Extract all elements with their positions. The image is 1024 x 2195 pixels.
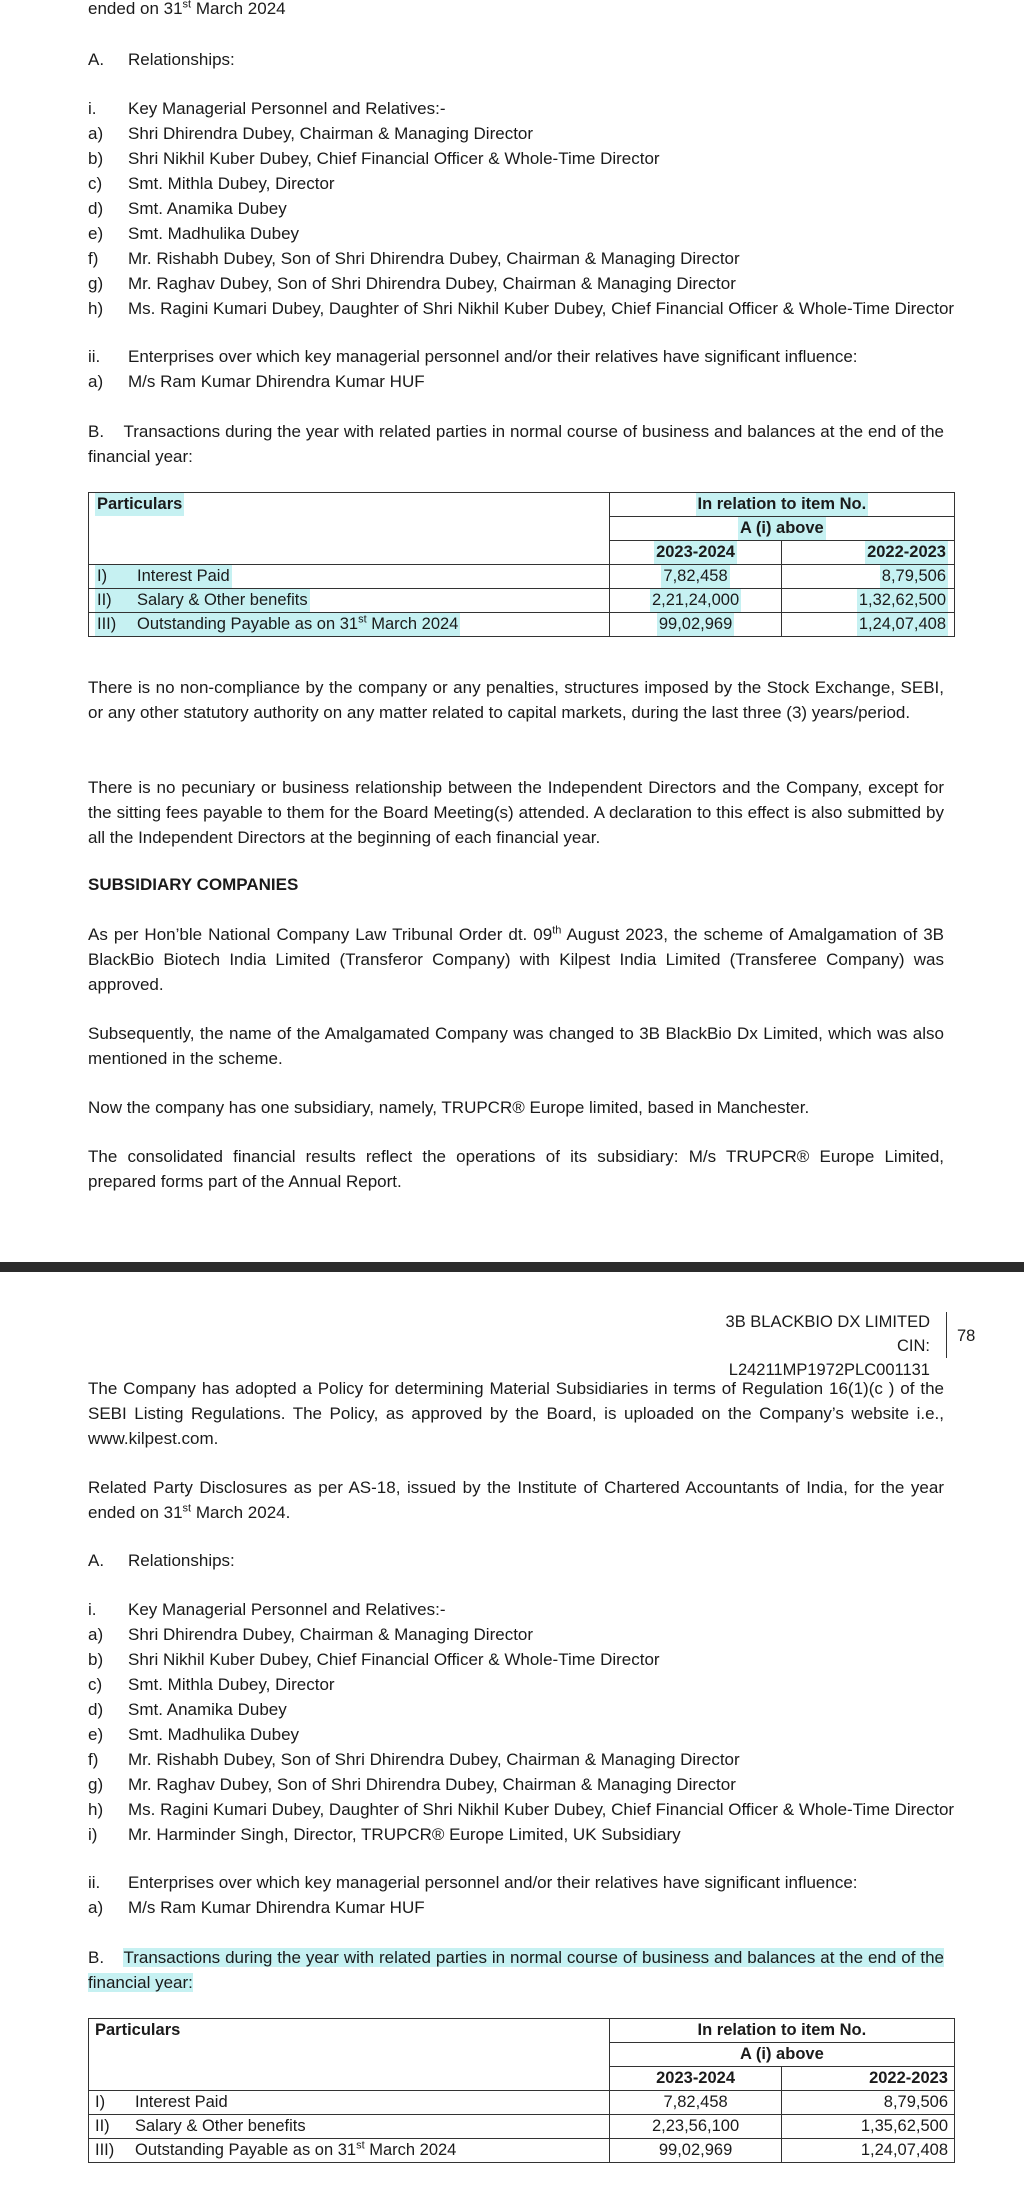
kmp-item: d) Smt. Anamika Dubey (88, 199, 287, 218)
section-b-heading: B. Transactions during the year with related parties in normal course of business and balances at the end of the financial year: (88, 1948, 944, 1992)
para-consolidated: The consolidated financial results reflect the operations of its subsidiary: M/s TRUPCR® Europe Limited, prepared forms part of the Annual Report. (88, 1147, 944, 1191)
kmp-item: h) Ms. Ragini Kumari Dubey, Daughter of Shri Nikhil Kuber Dubey, Chief Financial Officer & Whole-Time Director (88, 299, 955, 318)
kmp-item: d) Smt. Anamika Dubey (88, 1700, 287, 1719)
section-a-heading: A. Relationships: (88, 50, 235, 69)
table-row (89, 2139, 955, 2163)
particulars-header: Particulars (89, 493, 610, 565)
page-divider (0, 1262, 1024, 1272)
row-particular: II) Salary & Other benefits (89, 2115, 610, 2139)
kmp-item: e) Smt. Madhulika Dubey (88, 224, 300, 243)
table-row (89, 2091, 955, 2115)
kmp-item: g) Mr. Raghav Dubey, Son of Shri Dhirendra Dubey, Chairman & Managing Director (88, 274, 736, 293)
section-a-heading: A. Relationships: (88, 1551, 235, 1570)
company-name: 3B BLACKBIO DX LIMITED (725, 1313, 930, 1331)
kmp-item: h) Ms. Ragini Kumari Dubey, Daughter of Shri Nikhil Kuber Dubey, Chief Financial Officer & Whole-Time Director (88, 1800, 955, 1819)
para-pecuniary: There is no pecuniary or business relationship between the Independent Directors and the Company, except for the sitting fees payable to them for the Board Meeting(s) attended. A declaration to this effect is also submitted by all the Independent Directors at the beginning of each financial year. (88, 778, 944, 847)
year-header-2: 2022-2023 (782, 2067, 955, 2091)
table-row (89, 2115, 955, 2139)
relation-header: In relation to item No. (609, 2019, 954, 2043)
para-renamed: Subsequently, the name of the Amalgamated Company was changed to 3B BlackBio Dx Limited, which was also mentioned in the scheme. (88, 1024, 944, 1068)
row-value-current: 99,02,969 (609, 2139, 782, 2163)
cin-number: CIN: L24211MP1972PLC001131 (728, 1337, 930, 1379)
para-one-subsidiary: Now the company has one subsidiary, namely, TRUPCR® Europe limited, based in Manchester. (88, 1098, 810, 1117)
row-value-current: 2,21,24,000 (609, 589, 782, 613)
page-number: 78 (957, 1327, 976, 1345)
row-value-current: 7,82,458 (609, 2091, 782, 2115)
reference-header: A (i) above (609, 517, 954, 541)
row-value-previous: 1,24,07,408 (782, 2139, 955, 2163)
particulars-header: Particulars (89, 2019, 610, 2091)
year-header-2: 2022-2023 (782, 541, 955, 565)
page-header (700, 1310, 930, 1382)
enterprise-item: a) M/s Ram Kumar Dhirendra Kumar HUF (88, 372, 425, 391)
table-row (89, 613, 955, 637)
row-value-current: 7,82,458 (609, 565, 782, 589)
row-value-previous: 1,24,07,408 (782, 613, 955, 637)
kmp-item: g) Mr. Raghav Dubey, Son of Shri Dhirendra Dubey, Chairman & Managing Director (88, 1775, 736, 1794)
year-header-1: 2023-2024 (609, 541, 782, 565)
kmp-item: a) Shri Dhirendra Dubey, Chairman & Managing Director (88, 1625, 534, 1644)
row-value-current: 2,23,56,100 (609, 2115, 782, 2139)
row-value-previous: 1,32,62,500 (782, 589, 955, 613)
related-party-table (88, 492, 944, 637)
para-nclt: As per Hon’ble National Company Law Tribunal Order dt. 09th August 2023, the scheme of Amalgamation of 3B BlackBio Biotech India Limited (Transferor Company) with Kilpest India Limited (Transferee Company) was approved. (88, 924, 944, 994)
para-policy: The Company has adopted a Policy for determining Material Subsidiaries in terms of Regulation 16(1)(c ) of the SEBI Listing Regulations. The Policy, as approved by the Board, is uploaded on the Company’s website i.e., www.kilpest.com. (88, 1379, 944, 1448)
kmp-item: i) Mr. Harminder Singh, Director, TRUPCR® Europe Limited, UK Subsidiary (88, 1825, 681, 1844)
subsidiary-heading: SUBSIDIARY COMPANIES (88, 875, 299, 894)
year-header-1: 2023-2024 (609, 2067, 782, 2091)
relation-header: In relation to item No. (609, 493, 954, 517)
kmp-item: a) Shri Dhirendra Dubey, Chairman & Managing Director (88, 124, 534, 143)
para-as18: Related Party Disclosures as per AS-18, issued by the Institute of Chartered Accountants of India, for the year ended on 31st March 2024. (88, 1478, 944, 1522)
row-particular: III) Outstanding Payable as on 31st March 2024 (89, 613, 610, 637)
subsection-i-heading: i. Key Managerial Personnel and Relatives:- (88, 1600, 446, 1619)
kmp-item: c) Smt. Mithla Dubey, Director (88, 174, 335, 193)
row-value-previous: 1,35,62,500 (782, 2115, 955, 2139)
document-page-2 (0, 1272, 1024, 2195)
row-value-previous: 8,79,506 (782, 565, 955, 589)
subsection-i-heading: i. Key Managerial Personnel and Relatives:- (88, 99, 446, 118)
kmp-item: e) Smt. Madhulika Dubey (88, 1725, 300, 1744)
row-value-previous: 8,79,506 (782, 2091, 955, 2115)
section-b-heading: B. Transactions during the year with related parties in normal course of business and balances at the end of the financial year: (88, 422, 944, 466)
header-separator (946, 1312, 947, 1358)
row-particular: I) Interest Paid (89, 565, 610, 589)
table-row (89, 589, 955, 613)
reference-header: A (i) above (609, 2043, 954, 2067)
subsection-ii-heading: ii. Enterprises over which key managerial personnel and/or their relatives have significant influence: (88, 347, 858, 366)
kmp-item: b) Shri Nikhil Kuber Dubey, Chief Financial Officer & Whole-Time Director (88, 149, 660, 168)
subsection-ii-heading: ii. Enterprises over which key managerial personnel and/or their relatives have significant influence: (88, 1873, 858, 1892)
kmp-item: c) Smt. Mithla Dubey, Director (88, 1675, 335, 1694)
row-particular: II) Salary & Other benefits (89, 589, 610, 613)
row-particular: I) Interest Paid (89, 2091, 610, 2115)
kmp-item: f) Mr. Rishabh Dubey, Son of Shri Dhirendra Dubey, Chairman & Managing Director (88, 1750, 740, 1769)
kmp-item: f) Mr. Rishabh Dubey, Son of Shri Dhirendra Dubey, Chairman & Managing Director (88, 249, 740, 268)
top-line: ended on 31st March 2024 (88, 0, 286, 18)
row-value-current: 99,02,969 (609, 613, 782, 637)
para-noncompliance: There is no non-compliance by the company or any penalties, structures imposed by the Stock Exchange, SEBI, or any other statutory authority on any matter related to capital markets, during the last three (3) years/period. (88, 678, 944, 722)
row-particular: III) Outstanding Payable as on 31st March 2024 (89, 2139, 610, 2163)
related-party-table (88, 2018, 948, 2163)
kmp-item: b) Shri Nikhil Kuber Dubey, Chief Financial Officer & Whole-Time Director (88, 1650, 660, 1669)
table-row (89, 565, 955, 589)
kmp-list (88, 1622, 955, 1847)
enterprise-item: a) M/s Ram Kumar Dhirendra Kumar HUF (88, 1898, 425, 1917)
kmp-list (88, 121, 955, 321)
